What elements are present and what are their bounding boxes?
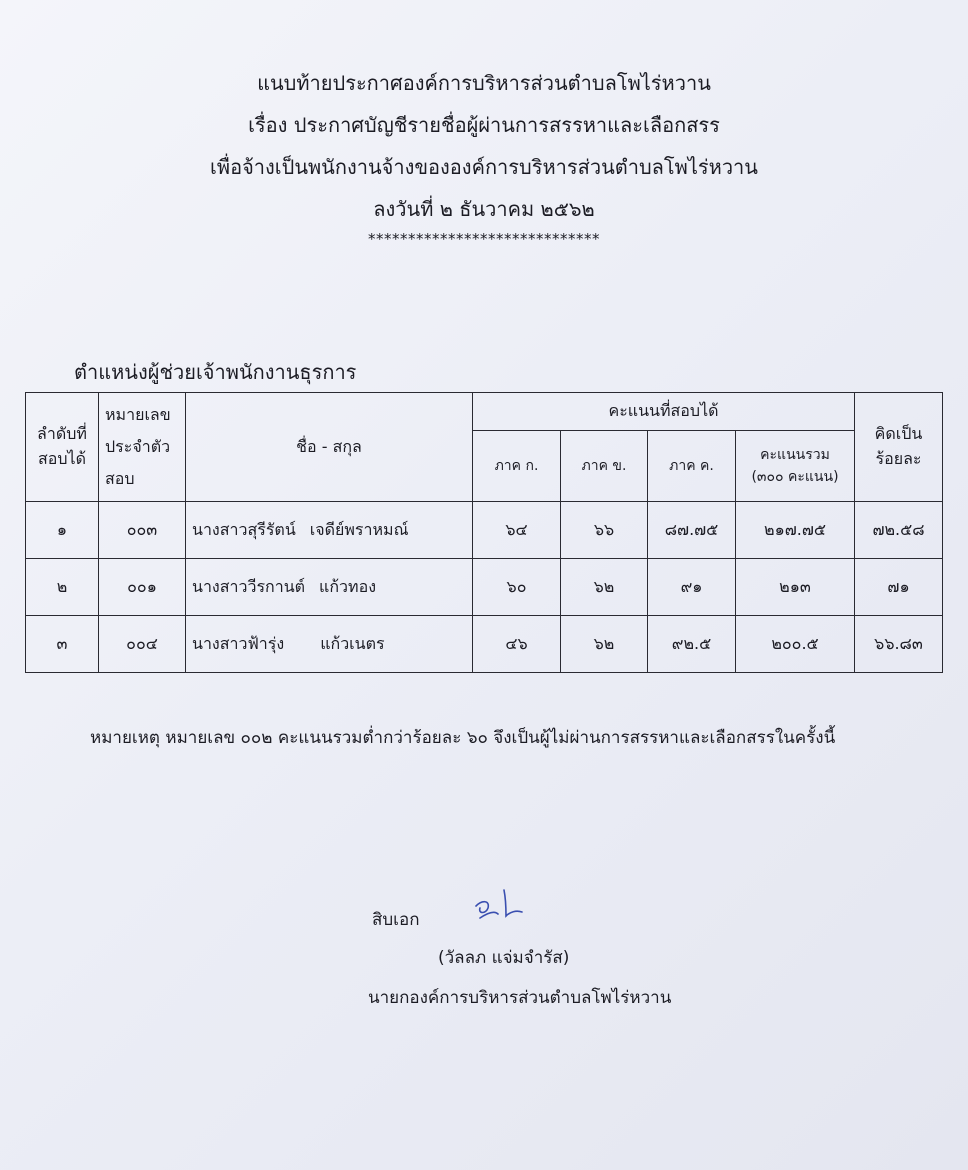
- exam-id-cell: ๐๐๑: [99, 559, 186, 616]
- table-row: [26, 502, 943, 559]
- document-header: [0, 72, 968, 248]
- first-name: นางสาวฟ้ารุ่ง: [192, 633, 285, 653]
- handwritten-signature: [468, 884, 528, 924]
- part-c-cell: ๘๗.๗๕: [648, 502, 736, 559]
- exam-id-cell: ๐๐๔: [99, 616, 186, 673]
- total-cell: ๒๐๐.๕: [736, 616, 855, 673]
- part-a-cell: ๖๐: [473, 559, 561, 616]
- header-rank: ลำดับที่สอบได้: [26, 393, 99, 502]
- header-date: ลงวันที่ ๒ ธันวาคม ๒๕๖๒: [373, 197, 595, 221]
- header-part-b: ภาค ข.: [561, 431, 648, 502]
- header-total: คะแนนรวม (๓๐๐ คะแนน): [736, 431, 855, 502]
- part-c-cell: ๙๑: [648, 559, 736, 616]
- first-name: นางสาววีรกานต์: [192, 576, 306, 596]
- part-b-cell: ๖๖: [561, 502, 648, 559]
- name-cell: [186, 559, 473, 616]
- part-b-cell: ๖๒: [561, 616, 648, 673]
- table-row: [26, 559, 943, 616]
- percent-cell: ๗๑: [855, 559, 943, 616]
- header-part-a: ภาค ก.: [473, 431, 561, 502]
- signatory-rank: สิบเอก: [372, 910, 420, 930]
- signatory-title: นายกองค์การบริหารส่วนตำบลโพไร่หวาน: [368, 988, 672, 1008]
- part-a-cell: ๔๖: [473, 616, 561, 673]
- first-name: นางสาวสุรีรัตน์: [192, 519, 296, 539]
- header-score-group: คะแนนที่สอบได้: [473, 393, 855, 431]
- last-name: แก้วเนตร: [320, 633, 385, 653]
- percent-cell: ๖๖.๘๓: [855, 616, 943, 673]
- part-c-cell: ๙๒.๕: [648, 616, 736, 673]
- part-a-cell: ๖๔: [473, 502, 561, 559]
- rank-cell: ๓: [26, 616, 99, 673]
- name-cell: [186, 616, 473, 673]
- name-cell: [186, 502, 473, 559]
- last-name: เจดีย์พราหมณ์: [309, 519, 409, 539]
- last-name: แก้วทอง: [319, 576, 376, 596]
- exam-id-cell: ๐๐๓: [99, 502, 186, 559]
- header-percent: คิดเป็นร้อยละ: [855, 393, 943, 502]
- rank-cell: ๒: [26, 559, 99, 616]
- signatory-name: (วัลลภ แจ่มจำรัส): [438, 948, 570, 968]
- total-cell: ๒๑๓: [736, 559, 855, 616]
- total-cell: ๒๑๗.๗๕: [736, 502, 855, 559]
- header-divider: *****************************: [368, 230, 600, 248]
- position-title: ตำแหน่งผู้ช่วยเจ้าพนักงานธุรการ: [74, 360, 357, 384]
- remark-note: หมายเหตุ หมายเลข ๐๐๒ คะแนนรวมต่ำกว่าร้อยละ ๖๐ จึงเป็นผู้ไม่ผ่านการสรรหาและเลือกสรรในครั้งนี้: [90, 728, 836, 748]
- header-name: ชื่อ - สกุล: [186, 393, 473, 502]
- table-row: [26, 616, 943, 673]
- rank-cell: ๑: [26, 502, 99, 559]
- header-subject: เรื่อง ประกาศบัญชีรายชื่อผู้ผ่านการสรรหาและเลือกสรร: [248, 113, 720, 137]
- header-line-3: เพื่อจ้างเป็นพนักงานจ้างขององค์การบริหารส่วนตำบลโพไร่หวาน: [210, 155, 758, 179]
- header-part-c: ภาค ค.: [648, 431, 736, 502]
- percent-cell: ๗๒.๕๘: [855, 502, 943, 559]
- part-b-cell: ๖๒: [561, 559, 648, 616]
- header-exam-id: หมายเลขประจำตัวสอบ: [99, 393, 186, 502]
- header-line-1: แนบท้ายประกาศองค์การบริหารส่วนตำบลโพไร่หวาน: [257, 71, 711, 95]
- results-table: [25, 392, 943, 673]
